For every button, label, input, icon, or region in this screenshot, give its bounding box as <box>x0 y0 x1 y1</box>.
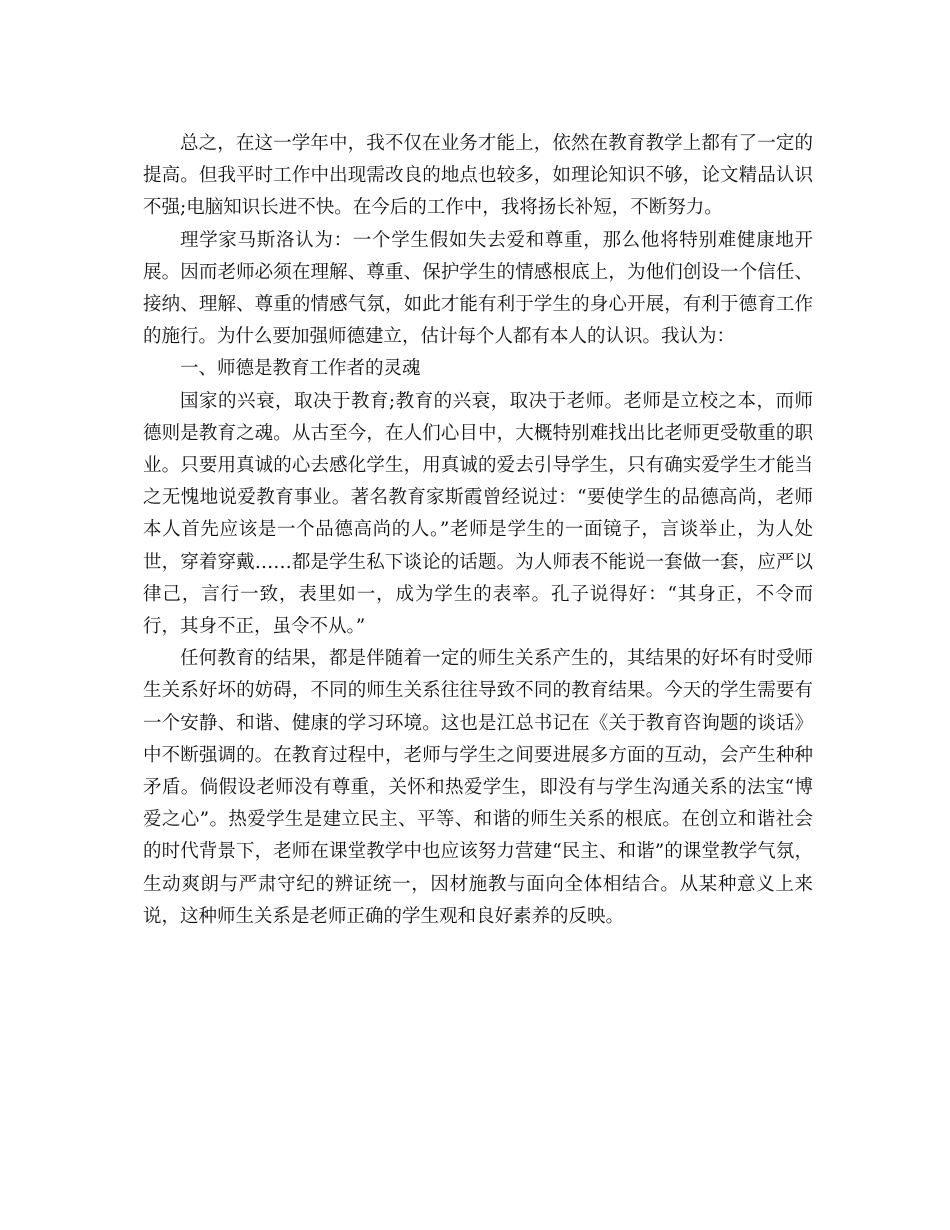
section-heading-ethics: 一、师德是教育工作者的灵魂 <box>180 358 421 380</box>
paragraph-teacher-student-relations: 任何教育的结果，都是伴随着一定的师生关系产生的，其结果的好坏有时受师生关系好坏的妨碍，不同的师生关系往往导致不同的教育结果。今天的学生需要有一个安静、和谐、健康的学习环境。这也是江总书记在《关于教育咨询题的谈话》中不断强调的。在教育过程中，老师与学生之间要进展多方面的互动，会产生种种矛盾。倘假设老师没有尊重，关怀和热爱学生，即没有与学生沟通关系的法宝“博爱之心”。热爱学生是建立民主、平等、和谐的师生关系的根底。在创立和谐社会的时代背景下，老师在课堂教学中也应该努力营建“民主、和谐”的课堂教学气氛，生动爽朗与严肃守纪的辨证统一，因材施教与面向全体相结合。从某种意义上来说，这种师生关系是老师正确的学生观和良好素养的反映。 <box>143 648 813 927</box>
paragraph-summary: 总之，在这一学年中，我不仅在业务才能上，依然在教育教学上都有了一定的提高。但我平时工作中出现需改良的地点也较多，如理论知识不够，论文精品认识不强;电脑知识长进不快。在今后的工作中，我将扬长补短，不断努力。 <box>143 133 813 219</box>
paragraph-teacher-ethics: 国家的兴衰，取决于教育;教育的兴衰，取决于老师。老师是立校之本，而师德则是教育之魂。从古至今，在人们心目中，大概特别难找出比老师更受敬重的职业。只要用真诚的心去感化学生，用真诚的爱去引导学生，只有确实爱学生才能当之无愧地说爱教育事业。著名教育家斯霞曾经说过：“要使学生的品德高尚，老师本人首先应该是一个品德高尚的人。”老师是学生的一面镜子，言谈举止，为人处世，穿着穿戴……都是学生私下谈论的话题。为人师表不能说一套做一套，应严以律己，言行一致，表里如一，成为学生的表率。孔子说得好：“其身正，不令而行，其身不正，虽令不从。” <box>143 390 813 638</box>
paragraph-maslow: 理学家马斯洛认为：一个学生假如失去爱和尊重，那么他将特别难健康地开展。因而老师必须在理解、尊重、保护学生的情感根底上，为他们创设一个信任、接纳、理解、尊重的情感气氛，如此才能有利于学生的身心开展，有利于德育工作的施行。为什么要加强师德建立，估计每个人都有本人的认识。我认为： <box>143 229 813 348</box>
document-body <box>143 128 813 933</box>
